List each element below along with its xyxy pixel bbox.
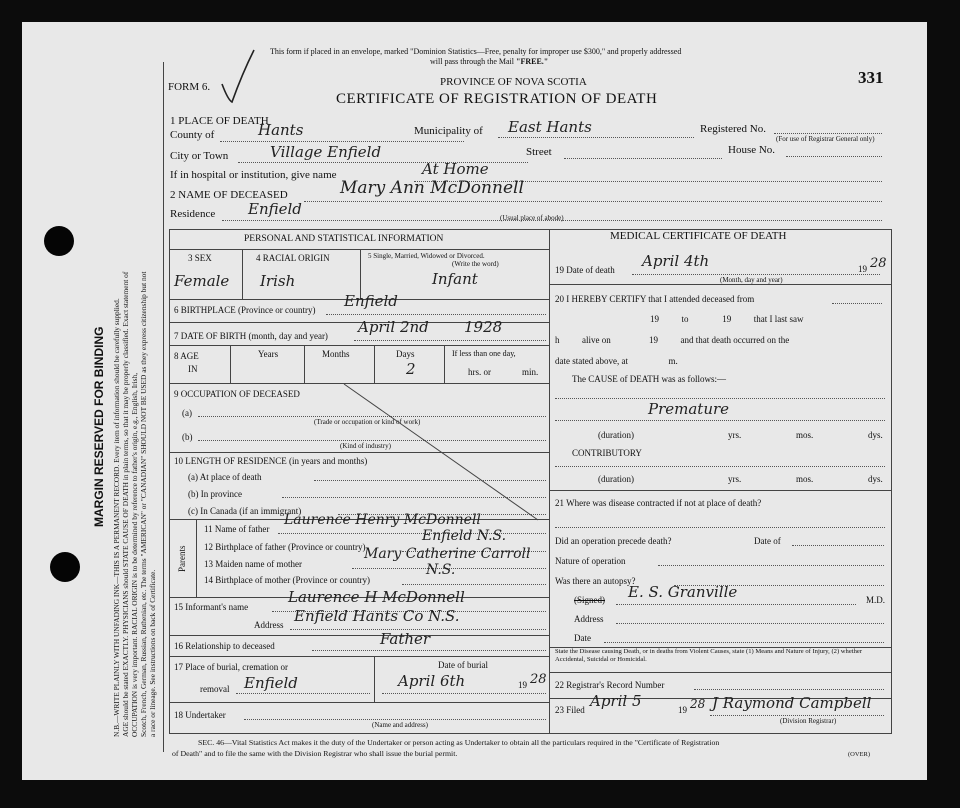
medical-heading: MEDICAL CERTIFICATE OF DEATH [610, 230, 787, 242]
hospital-value: At Home [422, 160, 489, 178]
over-label: (OVER) [848, 751, 871, 758]
contracted-label: 21 Where was disease contracted if not at place of death? [555, 498, 762, 508]
undertaker-note: (Name and address) [372, 721, 428, 729]
sec46-line-2: of Death" and to file the same with the Division Registrar who shall issue the burial permit. [172, 749, 458, 758]
informant-label: 15 Informant's name [174, 602, 249, 612]
city-label: City or Town [170, 150, 229, 162]
certify-label: 20 I HEREBY CERTIFY that I attended deceased from [555, 294, 755, 304]
sec46-line-1: SEC. 46—Vital Statistics Act makes it the duty of the Undertaker or person acting as Undertaker to obtain all the particulars required in the "Certificate of Registration [198, 738, 720, 747]
relationship-label: 16 Relationship to deceased [174, 641, 275, 651]
hrs-label: hrs. or [468, 367, 491, 377]
certificate-page [22, 22, 927, 780]
mos-label-2: mos. [796, 474, 814, 484]
signed-label: (Signed) [574, 595, 605, 605]
date-of-label: Date of [754, 536, 781, 546]
marital-value: Infant [432, 270, 478, 288]
yrs-label-1: yrs. [728, 430, 742, 440]
burial-place-value: Enfield [244, 674, 298, 692]
record-number-label: 22 Registrar's Record Number [555, 680, 665, 690]
less-than-day-label: If less than one day, [452, 349, 516, 358]
contributory-label: CONTRIBUTORY [572, 448, 642, 458]
mailing-note: This form if placed in an envelope, marked "Dominion Statistics—Free, penalty for improper use $300," and properly addressed [270, 47, 682, 56]
dys-label-2: dys. [868, 474, 883, 484]
undertaker-label: 18 Undertaker [174, 710, 226, 720]
cause-label: The CAUSE of DEATH was as follows:— [572, 374, 726, 384]
residence-label: Residence [170, 208, 216, 220]
mother-name-label: 13 Maiden name of mother [204, 559, 302, 569]
duration-label-1: (duration) [598, 430, 634, 440]
age-in-label: IN [188, 364, 198, 374]
relationship-value: Father [380, 630, 431, 648]
cause-value: Premature [648, 400, 730, 418]
min-label: min. [522, 367, 539, 377]
residence-at-place: (a) At place of death [188, 472, 262, 482]
binding-hole-top [44, 226, 74, 256]
occupation-label: 9 OCCUPATION OF DECEASED [174, 389, 300, 399]
sex-value: Female [174, 272, 230, 290]
dys-label-1: dys. [868, 430, 883, 440]
physician-date-label: Date [574, 633, 591, 643]
municipality-label: Municipality of [414, 125, 483, 137]
years-label: Years [258, 349, 279, 359]
deceased-name-label: 2 NAME OF DECEASED [170, 189, 288, 201]
house-no-label: House No. [728, 144, 776, 156]
residence-length-label: 10 LENGTH OF RESIDENCE (in years and months) [174, 456, 368, 466]
operation-label: Did an operation precede death? [555, 536, 672, 546]
registrar-signature: J Raymond Campbell [712, 694, 872, 712]
residence-in-province: (b) In province [188, 489, 242, 499]
city-value: Village Enfield [270, 143, 382, 161]
mother-name-value: Mary Catherine Carroll [364, 546, 531, 562]
hospital-label: If in hospital or institution, give name [170, 169, 337, 181]
residence-note: (Usual place of abode) [500, 214, 564, 222]
dob-year: 1928 [464, 318, 503, 336]
death-year-value: 28 [870, 256, 887, 271]
age-label: 8 AGE [174, 351, 199, 361]
birthplace-label: 6 BIRTHPLACE (Province or country) [174, 305, 316, 315]
certify-row-3: h alive on 19 and that death occurred on the [555, 335, 790, 345]
death-date-note: (Month, day and year) [720, 276, 783, 284]
father-name-value: Laurence Henry McDonnell [284, 512, 481, 528]
residence-in-canada: (c) In Canada (if an immigrant) [188, 506, 302, 516]
personal-heading: PERSONAL AND STATISTICAL INFORMATION [244, 234, 444, 244]
burial-place-label: 17 Place of burial, cremation or [174, 662, 288, 672]
parents-label: Parents [177, 545, 187, 572]
dob-label: 7 DATE OF BIRTH (month, day and year) [174, 331, 328, 341]
diagonal-line [342, 382, 542, 522]
father-name-label: 11 Name of father [204, 524, 270, 534]
mother-birthplace-label: 14 Birthplace of mother (Province or country) [204, 575, 370, 585]
margin-instructions-5: a race or lineage. See instructions on back of Certificate. [148, 569, 157, 737]
binding-hole-bottom [50, 552, 80, 582]
burial-removal-label: removal [200, 684, 230, 694]
registered-note: (For use of Registrar General only) [776, 135, 875, 143]
certify-row-4: date stated above, at m. [555, 356, 678, 366]
duration-label-2: (duration) [598, 474, 634, 484]
deceased-name-value: Mary Ann McDonnell [340, 178, 524, 198]
margin-instructions-4: Scotch, French, German, Russian, Ruthenian, etc. The terms "AMERICAN" or "CANADIAN" SHOULD NOT BE USED as they express citizenship but not [139, 271, 148, 737]
md-label: M.D. [866, 595, 886, 605]
death-date-value: April 4th [642, 252, 710, 270]
months-label: Months [322, 349, 350, 359]
burial-year-value: 28 [530, 672, 547, 687]
nature-operation-label: Nature of operation [555, 556, 626, 566]
dob-value: April 2nd [358, 318, 429, 336]
margin-instructions-1: N.B.—WRITE PLAINLY WITH UNFADING INK—THIS IS A PERMANENT RECORD. Every item of information should be carefully supplied. [112, 298, 121, 737]
mailing-note-2: will pass through the Mail "FREE." [430, 57, 549, 66]
racial-origin-label: 4 RACIAL ORIGIN [256, 253, 330, 263]
yrs-label-2: yrs. [728, 474, 742, 484]
burial-year-prefix: 19 [518, 680, 527, 690]
father-birthplace-label: 12 Birthplace of father (Province or country) [204, 542, 366, 552]
check-mark-icon [216, 44, 256, 104]
burial-date-value: April 6th [398, 672, 466, 690]
occupation-b: (b) [182, 432, 193, 442]
informant-value: Laurence H McDonnell [288, 588, 465, 606]
marital-note: (Write the word) [452, 260, 499, 268]
sex-label: 3 SEX [188, 253, 212, 263]
filed-value: April 5 [590, 692, 642, 710]
father-birthplace-value: Enfield N.S. [422, 528, 507, 544]
street-label: Street [526, 146, 552, 158]
municipality-value: East Hants [508, 118, 592, 136]
signed-value: E. S. Granville [628, 583, 738, 601]
days-value: 2 [406, 360, 416, 378]
margin-instructions-3: OCCUPATION is very important. RACIAL ORIGIN is to be determined by reference to father's origin, e.g., English, Irish, [130, 372, 139, 737]
occupation-b-note: (Kind of industry) [340, 442, 391, 450]
marital-label: 5 Single, Married, Widowed or Divorced. [368, 252, 485, 260]
margin-instructions-2: AGE should be stated EXACTLY. PHYSICIANS should STATE CAUSE OF DEATH in plain terms, so that it may be properly classified. Exact statement of [121, 271, 130, 737]
medical-note: State the Disease causing Death, or in deaths from Violent Causes, state (1) Means and Nature of Injury, (2) whether Accidental, Suicidal or Homicidal. [555, 648, 863, 663]
registered-no-label: Registered No. [700, 123, 766, 135]
margin-binding-label: MARGIN RESERVED FOR BINDING [92, 326, 106, 527]
occupation-a-note: (Trade or occupation or kind of work) [314, 418, 421, 426]
province-name: PROVINCE OF NOVA SCOTIA [440, 76, 587, 88]
filed-label: 23 Filed [555, 705, 585, 715]
residence-value: Enfield [248, 200, 302, 218]
birthplace-value: Enfield [344, 292, 398, 310]
form-number: FORM 6. [168, 81, 211, 93]
filed-year-prefix: 19 [678, 705, 687, 715]
informant-address-label: Address [254, 620, 284, 630]
county-label: County of [170, 129, 215, 141]
certify-row-2: 19 to 19 that I last saw [650, 314, 804, 324]
informant-address-value: Enfield Hants Co N.S. [294, 607, 460, 625]
place-of-death-label: 1 PLACE OF DEATH [170, 115, 269, 127]
registrar-note: (Division Registrar) [780, 717, 837, 725]
left-frame-line [163, 62, 164, 752]
death-year-prefix: 19 [858, 264, 867, 274]
autopsy-label: Was there an autopsy? [555, 576, 636, 586]
certificate-title: CERTIFICATE OF REGISTRATION OF DEATH [336, 91, 658, 107]
days-label: Days [396, 349, 415, 359]
column-divider [549, 229, 550, 734]
physician-address-label: Address [574, 614, 604, 624]
mos-label-1: mos. [796, 430, 814, 440]
certificate-number: 331 [858, 68, 884, 87]
filed-year-value: 28 [690, 697, 706, 711]
burial-date-label: Date of burial [438, 660, 488, 670]
racial-origin-value: Irish [260, 272, 296, 290]
occupation-a: (a) [182, 408, 192, 418]
county-value: Hants [258, 121, 304, 139]
death-date-label: 19 Date of death [555, 265, 615, 275]
mother-birthplace-value: N.S. [426, 562, 456, 578]
